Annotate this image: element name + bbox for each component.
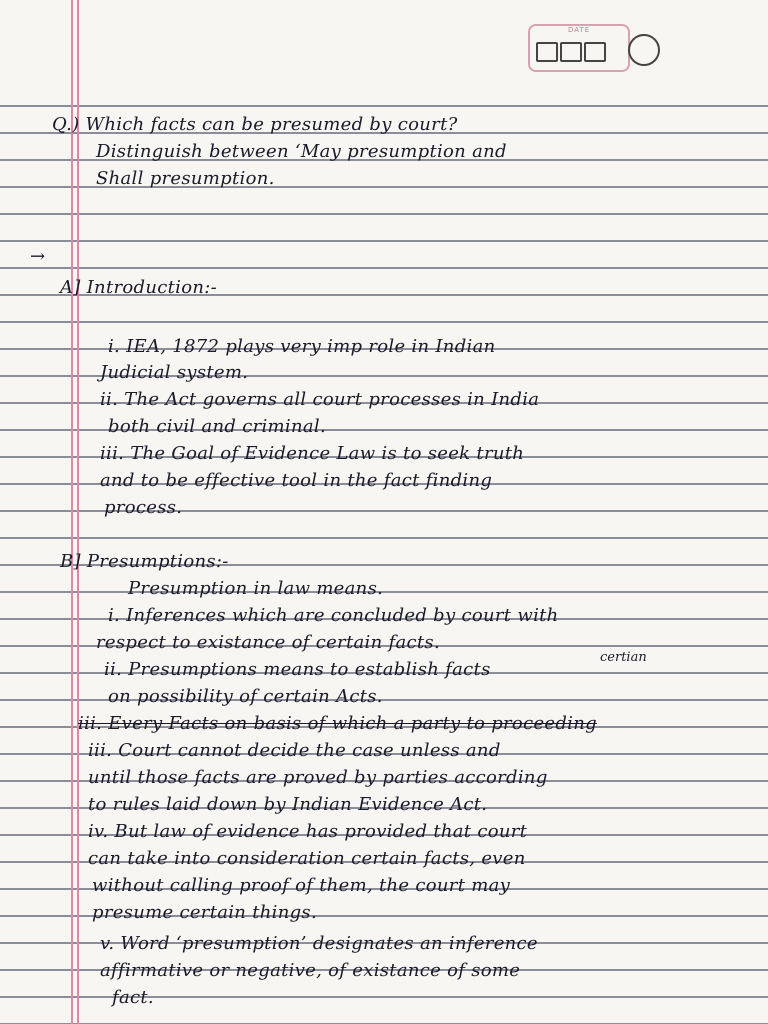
date-box xyxy=(528,24,658,72)
text-line: until those facts are proved by parties according xyxy=(88,767,548,788)
text-line: Presumption in law means. xyxy=(128,578,384,599)
date-cell xyxy=(536,42,558,62)
arrow-mark: → xyxy=(30,246,46,267)
text-line: respect to existance of certain facts. xyxy=(96,632,440,653)
text-line: i. IEA, 1872 plays very imp role in Indian xyxy=(108,336,496,357)
question-line: Shall presumption. xyxy=(96,168,275,189)
text-line: i. Inferences which are concluded by court with xyxy=(108,605,559,626)
inserted-word: certian xyxy=(600,650,647,665)
text-line: Judicial system. xyxy=(100,362,249,383)
struck-line: iii. Every Facts on basis of which a party to proceeding xyxy=(78,713,597,734)
date-label: DATE xyxy=(568,26,591,34)
text-line: fact. xyxy=(112,987,154,1008)
date-circle xyxy=(628,34,660,66)
section-heading: B] Presumptions:- xyxy=(60,551,229,572)
text-line: iii. The Goal of Evidence Law is to seek truth xyxy=(100,443,525,464)
margin-line xyxy=(77,0,79,1024)
text-line: can take into consideration certain facts, even xyxy=(88,848,526,869)
question-line: Distinguish between ‘May presumption and xyxy=(96,141,507,162)
text-line: presume certain things. xyxy=(92,902,317,923)
text-line: to rules laid down by Indian Evidence Act. xyxy=(88,794,488,815)
text-line: both civil and criminal. xyxy=(108,416,326,437)
text-line: on possibility of certain Acts. xyxy=(108,686,383,707)
text-line: process. xyxy=(104,497,183,518)
question-line: Q.) Which facts can be presumed by court? xyxy=(52,114,458,135)
section-heading: A] Introduction:- xyxy=(60,277,217,298)
text-line: v. Word ‘presumption’ designates an inference xyxy=(100,933,538,954)
margin-line xyxy=(71,0,73,1024)
text-line: affirmative or negative, of existance of some xyxy=(100,960,521,981)
text-line: without calling proof of them, the court may xyxy=(92,875,511,896)
text-line: ii. The Act governs all court processes in India xyxy=(100,389,540,410)
text-line: iv. But law of evidence has provided that court xyxy=(88,821,528,842)
date-cell xyxy=(560,42,582,62)
date-cell xyxy=(584,42,606,62)
text-line: ii. Presumptions means to establish facts xyxy=(104,659,491,680)
text-line: and to be effective tool in the fact finding xyxy=(100,470,493,491)
text-line: iii. Court cannot decide the case unless and xyxy=(88,740,501,761)
